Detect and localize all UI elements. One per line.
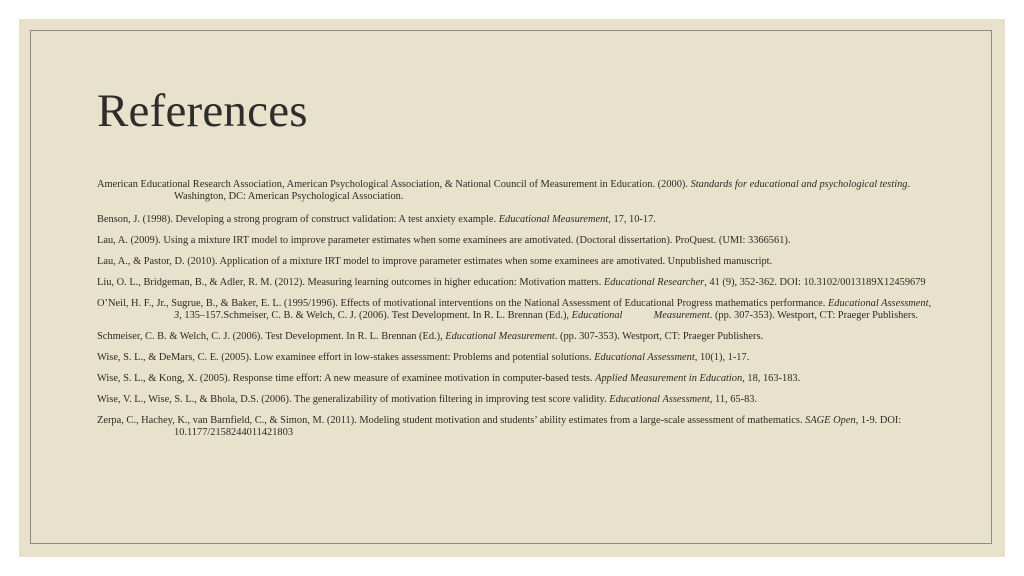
reference-item: Wise, S. L., & Kong, X. (2005). Response time effort: A new measure of examinee motivation in computer-based tests. Applied Measurement in Education, 18, 163-183. bbox=[97, 373, 801, 384]
reference-item: Benson, J. (1998). Developing a strong program of construct validation: A test anxiety example. Educational Measurement, 17, 10-17. bbox=[97, 214, 656, 225]
reference-item: Wise, V. L., Wise, S. L., & Bhola, D.S. (2006). The generalizability of motivation filtering in improving test score validity. Educational Assessment, 11, 65-83. bbox=[97, 394, 758, 405]
reference-item: Wise, S. L., & DeMars, C. E. (2005). Low examinee effort in low-stakes assessment: Problems and potential solutions. Educational Assessment, 10(1), 1-17. bbox=[97, 352, 750, 363]
reference-item: American Educational Research Association, American Psychological Association, & National Council of Measurement in Education. (2000). Standards for educational and psychological testing. Washington, DC: American Psychological Association. bbox=[97, 179, 911, 202]
slide bbox=[19, 19, 1005, 557]
reference-item: Schmeiser, C. B. & Welch, C. J. (2006). Test Development. In R. L. Brennan (Ed.), Educational Measurement. (pp. 307-353). Westport, CT: Praeger Publishers. bbox=[97, 331, 764, 342]
reference-item: O’Neil, H. F., Jr., Sugrue, B., & Baker, E. L. (1995/1996). Effects of motivational interventions on the National Assessment of Educational Progress mathematics performance. Educational Assessment, 3, 135–157.Schmeiser, C. B. & Welch, C. J. (2006). Test Development. In R. L. Brennan (Ed.), Educational Measurement. (pp. 307-353). Westport, CT: Praeger Publishers. bbox=[97, 298, 932, 321]
reference-list bbox=[97, 179, 937, 448]
reference-item: Liu, O. L., Bridgeman, B., & Adler, R. M. (2012). Measuring learning outcomes in higher education: Motivation matters. Educational Researcher, 41 (9), 352-362. DOI: 10.3102/0013189X12459679 bbox=[97, 277, 926, 288]
reference-item: Lau, A., & Pastor, D. (2010). Application of a mixture IRT model to improve parameter estimates when some examinees are amotivated. Unpublished manuscript. bbox=[97, 256, 773, 267]
reference-item: Lau, A. (2009). Using a mixture IRT model to improve parameter estimates when some examinees are amotivated. (Doctoral dissertation). ProQuest. (UMI: 3366561). bbox=[97, 235, 791, 246]
slide-title: References bbox=[97, 85, 308, 137]
reference-item: Zerpa, C., Hachey, K., van Barnfield, C., & Simon, M. (2011). Modeling student motivation and students’ ability estimates from a large-scale assessment of mathematics. SAGE Open, 1-9. DOI: 10.1177/2158244011421803 bbox=[97, 415, 902, 438]
